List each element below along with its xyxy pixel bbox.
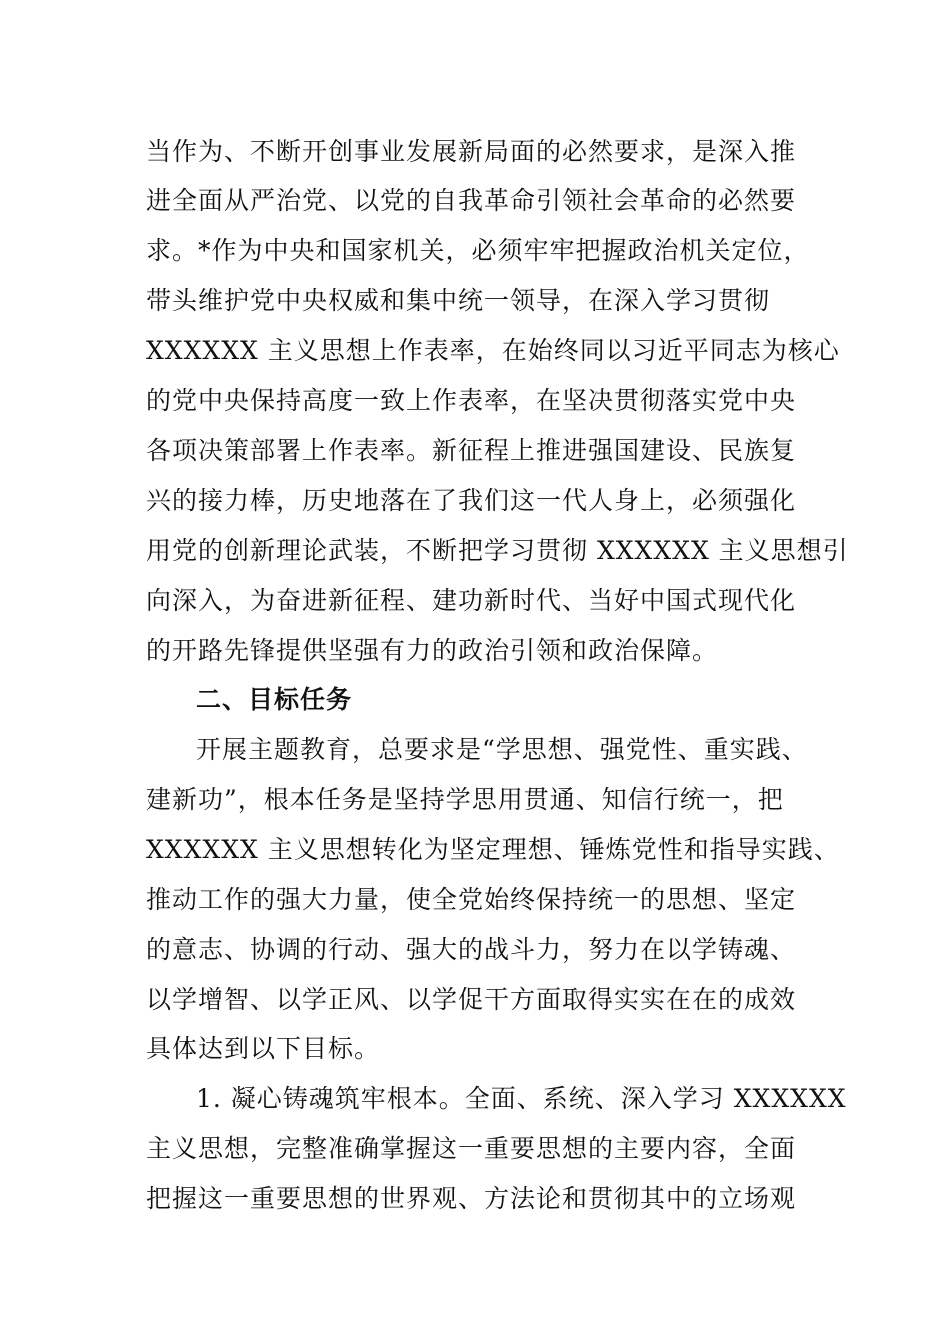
body-text-line: 推动工作的强大力量，使全党始终保持统一的思想、坚定 bbox=[146, 885, 797, 914]
body-text-line: 各项决策部署上作表率。新征程上推进强国建设、民族复 bbox=[146, 436, 797, 465]
body-text-line: 建新功”，根本任务是坚持学思用贯通、知信行统一，把 bbox=[146, 785, 784, 814]
body-text-line: 的意志、协调的行动、强大的战斗力，努力在以学铸魂、 bbox=[146, 935, 797, 964]
body-text-line: 向深入，为奋进新征程、建功新时代、当好中国式现代化 bbox=[146, 586, 797, 615]
body-text-line: 兴的接力棒，历史地落在了我们这一代人身上，必须强化 bbox=[146, 486, 797, 515]
body-text-line: 开展主题教育，总要求是“学思想、强党性、重实践、 bbox=[196, 735, 808, 764]
body-text-line: 求。*作为中央和国家机关，必须牢牢把握政治机关定位， bbox=[146, 236, 810, 265]
body-text-line: 的开路先锋提供坚强有力的政治引领和政治保障。 bbox=[146, 636, 719, 665]
body-text-line: 主义思想，完整准确掌握这一重要思想的主要内容，全面 bbox=[146, 1134, 797, 1163]
body-text-line: 带头维护党中央权威和集中统一领导，在深入学习贯彻 bbox=[146, 286, 771, 315]
body-text-line: 以学增智、以学正风、以学促干方面取得实实在在的成效 bbox=[146, 985, 797, 1014]
body-text-line: 1. 凝心铸魂筑牢根本。全面、系统、深入学习 XXXXXX bbox=[196, 1084, 847, 1113]
body-text-line: 当作为、不断开创事业发展新局面的必然要求，是深入推 bbox=[146, 137, 797, 166]
body-text-line: XXXXXX 主义思想上作表率，在始终同以习近平同志为核心 bbox=[146, 336, 840, 365]
section-heading: 二、目标任务 bbox=[196, 685, 353, 714]
body-text-line: 用党的创新理论武装，不断把学习贯彻 XXXXXX 主义思想引 bbox=[146, 536, 849, 565]
body-text-line: 进全面从严治党、以党的自我革命引领社会革命的必然要 bbox=[146, 186, 797, 215]
body-text-line: 的党中央保持高度一致上作表率，在坚决贯彻落实党中央 bbox=[146, 386, 797, 415]
body-text-line: XXXXXX 主义思想转化为坚定理想、锤炼党性和指导实践、 bbox=[146, 835, 840, 864]
body-text-line: 把握这一重要思想的世界观、方法论和贯彻其中的立场观 bbox=[146, 1184, 797, 1213]
body-text-line: 具体达到以下目标。 bbox=[146, 1034, 381, 1063]
